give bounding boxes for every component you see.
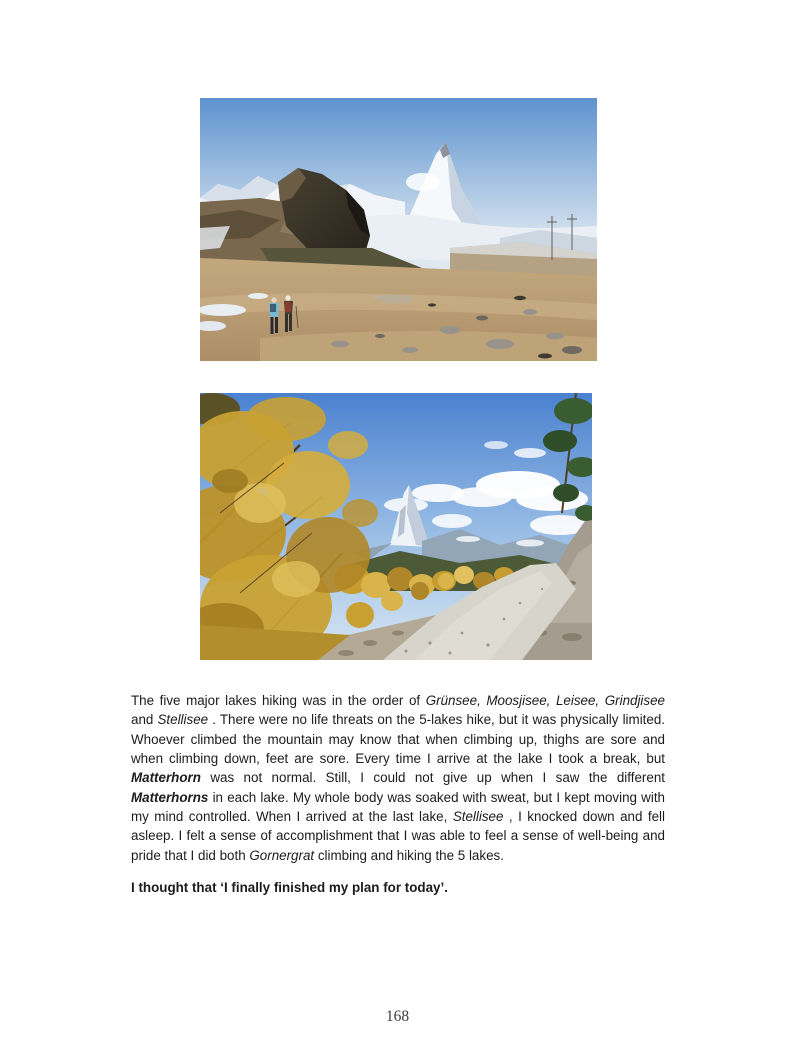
text-run: was not normal. Still, I could not give up when I saw the different	[200, 770, 665, 786]
text-run: in each lake. My whole body was soaked with sweat, but I kept moving with my mind controlled. When I arrived at the last lake,	[131, 789, 665, 825]
text-run: Stellisee	[157, 712, 209, 728]
closing-line: I thought that ‘I finally finished my plan for today’.	[131, 880, 448, 896]
matterhorn-valley-hikers-illustration	[200, 98, 597, 361]
text-run: Matterhorn	[131, 770, 201, 786]
text-run: Gornergrat	[249, 847, 315, 863]
text-run: and	[131, 712, 158, 728]
text-run: , I knocked down and fell asleep. I felt a sense of accomplishment that I was able to feel a sense of well-being and pride that I did both	[131, 809, 665, 863]
text-run: climbing and hiking the 5 lakes.	[314, 847, 504, 863]
text-run: . There were no life threats on the 5-lakes hike, but it was physically limited. Whoever climbed the mountain may know that when climbing up, thighs are sore and when climbing down, feet are sore. Every time I arrive at the lake I took a break, but	[131, 712, 666, 767]
text-run: Grünsee, Moosjisee, Leisee, Grindjisee	[425, 693, 666, 708]
body-paragraph	[131, 691, 665, 865]
matterhorn-valley-hikers-photo	[200, 98, 597, 361]
body-text-block	[131, 691, 665, 897]
text-run: Matterhorns	[131, 789, 209, 805]
text-run: The five major lakes hiking was in the order of	[131, 693, 426, 708]
text-run: Stellisee	[452, 809, 504, 825]
autumn-trail-matterhorn-illustration	[200, 393, 592, 660]
autumn-larch-gravel-trail-photo	[200, 393, 592, 660]
page-number: 168	[385, 1008, 410, 1025]
